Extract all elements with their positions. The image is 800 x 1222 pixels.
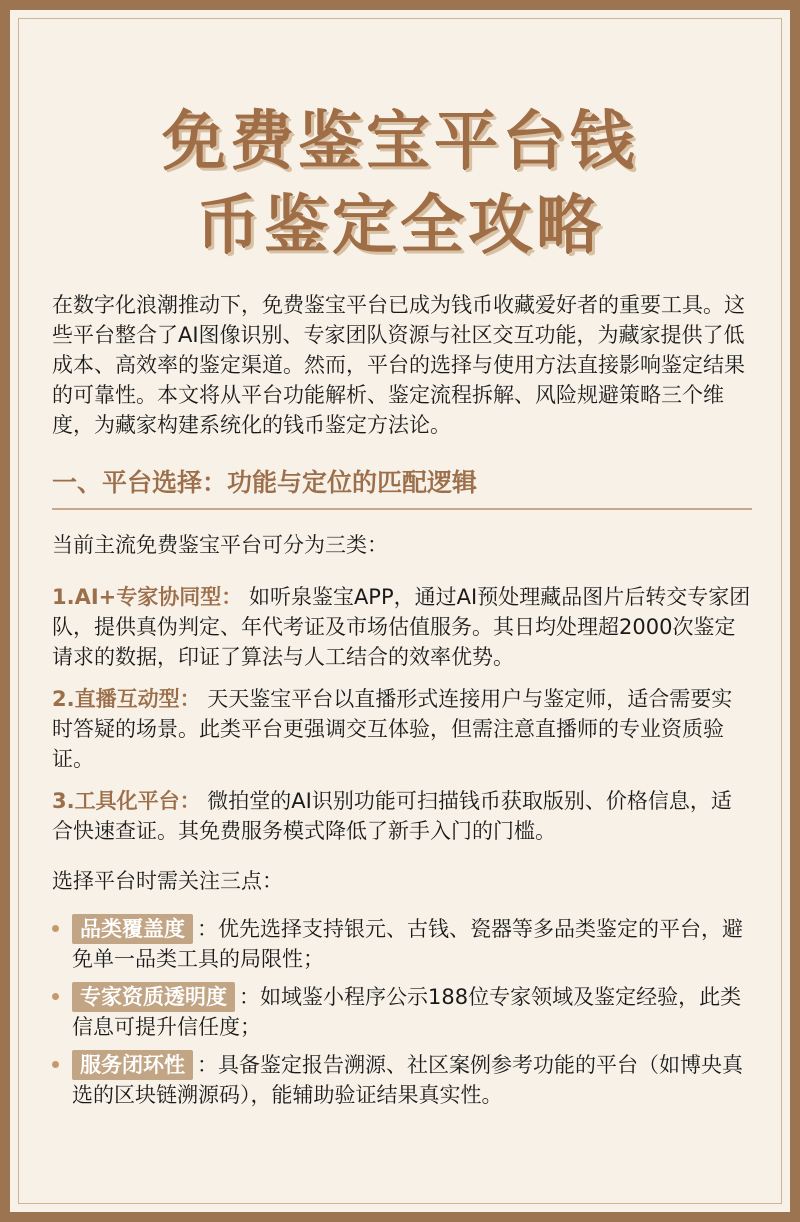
platform-type-label: 1.AI+专家协同型： [52, 585, 243, 609]
criteria-tag: 服务闭环性 [72, 1050, 193, 1080]
list-item [52, 982, 752, 1042]
section-lead: 当前主流免费鉴宝平台可分为三类： [52, 533, 388, 557]
platform-type-label: 3.工具化平台： [52, 789, 201, 813]
criteria-tag: 专家资质透明度 [72, 982, 235, 1012]
bullet-dot-icon [52, 1061, 59, 1068]
criteria-text: ：如域鉴小程序公示188位专家领域及鉴定经验，此类信息可提升信任度； [72, 985, 742, 1039]
platform-type-item [52, 786, 752, 846]
section-heading: 一、平台选择：功能与定位的匹配逻辑 [52, 466, 752, 510]
list-item [52, 914, 752, 974]
page-title [0, 100, 800, 268]
list-item [52, 1050, 752, 1110]
intro-paragraph: 在数字化浪潮推动下，免费鉴宝平台已成为钱币收藏爱好者的重要工具。这些平台整合了AI图像识别、专家团队资源与社区交互功能，为藏家提供了低成本、高效率的鉴定渠道。然而，平台的选择与使用方法直接影响鉴定结果的可靠性。本文将从平台功能解析、鉴定流程拆解、风险规避策略三个维度，为藏家构建系统化的钱币鉴定方法论。 [52, 293, 745, 437]
platform-type-text: 微拍堂的AI识别功能可扫描钱币获取版别、价格信息，适合快速查证。其免费服务模式降低了新手入门的门槛。 [52, 789, 732, 843]
criteria-list [52, 914, 752, 1110]
platform-type-text: 如听泉鉴宝APP，通过AI预处理藏品图片后转交专家团队，提供真伪判定、年代考证及市场估值服务。其日均处理超2000次鉴定请求的数据，印证了算法与人工结合的效率优势。 [52, 585, 751, 669]
criteria-lead: 选择平台时需关注三点： [52, 869, 283, 893]
criteria-tag: 品类覆盖度 [72, 914, 193, 944]
bullet-dot-icon [52, 993, 59, 1000]
title-line-2: 币鉴定全攻略 [196, 189, 604, 263]
criteria-text: ：优先选择支持银元、古钱、瓷器等多品类鉴定的平台，避免单一品类工具的局限性； [72, 917, 743, 971]
platform-type-item [52, 684, 752, 774]
article-body [52, 290, 752, 1118]
platform-type-label: 2.直播互动型： [52, 687, 201, 711]
platform-type-text: 天天鉴宝平台以直播形式连接用户与鉴定师，适合需要实时答疑的场景。此类平台更强调交互体验，但需注意直播师的专业资质验证。 [52, 687, 733, 771]
platform-type-item [52, 582, 752, 672]
title-line-1: 免费鉴宝平台钱 [162, 105, 638, 179]
bullet-dot-icon [52, 925, 59, 932]
criteria-text: ：具备鉴定报告溯源、社区案例参考功能的平台（如博央真选的区块链溯源码），能辅助验证结果真实性。 [72, 1053, 743, 1107]
